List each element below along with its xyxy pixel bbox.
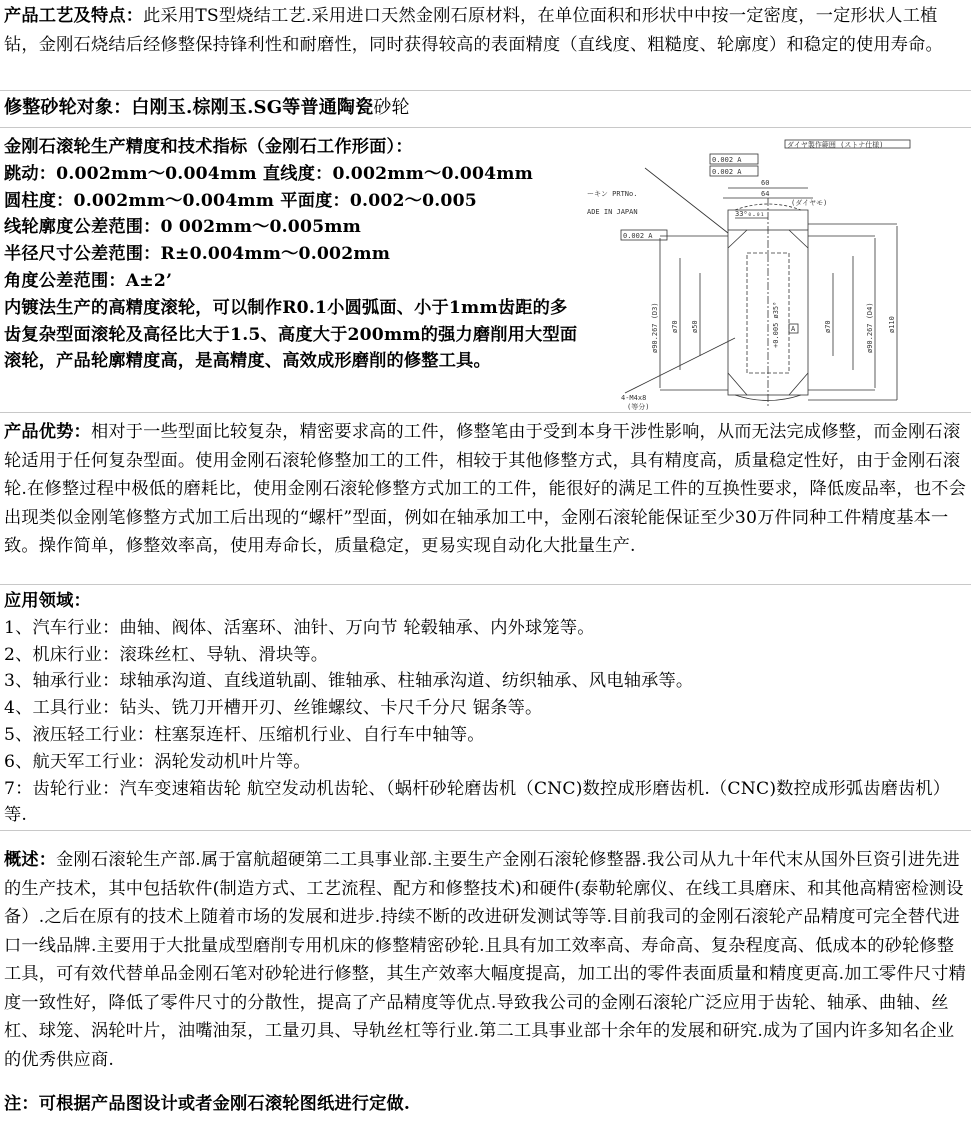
spec-line: 线轮廓度公差范围：0 002mm～0.005mm bbox=[4, 217, 362, 238]
drawing-d-left-3: ø50 bbox=[691, 320, 699, 333]
overview-text: 金刚石滚轮生产部.属于富航超硬第二工具事业部.主要生产金刚石滚轮修整器.我公司从九十年代末从国外巨资引进先进的生产技术，其中包括软件(制造方式、工艺流程、配方和修整技术)和硬件(泰勒轮廓仪、在线工具磨床、和其他高精密检测设备）.之后在原有的技术上随着市场的发展和进步.持续不断的改进研发测试等等.目前我司的金刚石滚轮产品精度可完全替代进口一线品牌.主要用于大批量成型磨削专用机床的修整精密砂轮.且具有加工效率高、寿命高、复杂程度高、低成本的砂轮修整工具，可有效代替单品金刚石笔对砂轮进行修整，其生产效率大幅度提高，加工出的零件表面质量和精度更高.加工零件尺寸精度一致性好，降低了零件尺寸的分散性，提高了产品精度等优点.导致我公司的金刚石滚轮广泛应用于齿轮、轴承、曲轴、丝杠、球笼、涡轮叶片，油嘴油泵，工量刃具、导轨丝杠等行业.第二工具事业部十余年的发展和研究.成为了国内许多知名企业的优秀供应商. bbox=[4, 850, 966, 1070]
drawing-dim-60: 60 bbox=[761, 179, 770, 187]
leader-line bbox=[645, 168, 728, 233]
spec-line: 圆柱度：0.002mm～0.004mm 平面度：0.002～0.005 bbox=[4, 190, 477, 211]
applications-section bbox=[4, 588, 966, 829]
overview-label: 概述： bbox=[4, 850, 57, 870]
custom-order-note: 注：可根据产品图设计或者金刚石滚轮图纸进行定做. bbox=[4, 1094, 411, 1114]
chamfer-line bbox=[789, 373, 808, 395]
drawing-bolt-note: (等分) bbox=[627, 403, 650, 410]
divider bbox=[0, 127, 971, 128]
advantage-text: 相对于一些型面比较复杂，精密要求高的工件，修整笔由于受到本身干涉性影响，从而无法完成修整，而金刚石滚轮适用于任何复杂型面。使用金刚石滚轮修整加工的工件，相较于其他修整方式，具有精度高，质量稳定性好，由于金刚石滚轮.在修整过程中极低的磨耗比，使用金刚石滚轮修整方式加工的工件，能很好的满足工件的互换性要求，降低废品率，也不会出现类似金刚笔修整方式加工后出现的“螺杆”型面，例如在轴承加工中，金刚石滚轮能保证至少30万件同种工件精度基本一致。操作简单，修整效率高，使用寿命长，质量稳定，更易实现自动化大批量生产. bbox=[4, 422, 966, 556]
drawing-tol-1: 0.002 A bbox=[712, 156, 742, 164]
target-label: 修整砂轮对象： bbox=[4, 97, 132, 118]
drawing-prt-no: ーキン PRTNo. bbox=[587, 190, 638, 198]
drawing-dim-33: 33⁰₀.₀₁ bbox=[735, 210, 765, 218]
advantage-section bbox=[4, 418, 966, 561]
drawing-tol-3: 0.002 A bbox=[623, 232, 653, 240]
application-item: 2、机床行业：滚珠丝杠、导轨、滑块等。 bbox=[4, 644, 329, 665]
drawing-bolt: 4-M4x8 bbox=[621, 394, 647, 402]
drawing-d-left-2: ø70 bbox=[671, 320, 679, 333]
drawing-header-note: ダイヤ製作範囲 (ストナ仕様) bbox=[787, 141, 884, 149]
drawing-d-mid-1: +0.005 ø35⁰ bbox=[772, 301, 780, 348]
target-text: 砂轮 bbox=[373, 97, 410, 118]
drawing-note-top: (ダイヤモ) bbox=[791, 199, 828, 207]
spec-line: 跳动：0.002mm～0.004mm 直线度：0.002mm～0.004mm bbox=[4, 163, 534, 184]
application-item: 5、液压轻工行业：柱塞泵连杆、压缩机行业、自行车中轴等。 bbox=[4, 724, 485, 745]
divider bbox=[0, 90, 971, 91]
drawing-tol-2: 0.002 A bbox=[712, 168, 742, 176]
specs-section bbox=[4, 134, 584, 375]
craft-section bbox=[4, 2, 966, 59]
application-item: 7：齿轮行业：汽车变速箱齿轮 航空发动机齿轮、（蜗杆砂轮磨齿机（CNC)数控成形磨齿机.（CNC)数控成形弧齿磨齿机）等. bbox=[4, 778, 951, 826]
craft-text: 此采用TS型烧结工艺.采用进口天然金刚石原材料，在单位面积和形状中中按一定密度，一定形状人工植钻，金刚石烧结后经修整保持锋利性和耐磨性，同时获得较高的表面精度（直线度、粗糙度、轮廓度）和稳定的使用寿命。 bbox=[4, 6, 943, 55]
divider bbox=[0, 412, 971, 413]
application-item: 6、航天军工行业：涡轮发动机叶片等。 bbox=[4, 751, 311, 772]
chamfer-line bbox=[728, 373, 747, 395]
drawing-d-left-1: ø90.267 (D3) bbox=[651, 302, 659, 353]
application-item: 1、汽车行业：曲轴、阀体、活塞环、油针、万向节 轮毂轴承、内外球笼等。 bbox=[4, 617, 595, 638]
advantage-label: 产品优势： bbox=[4, 422, 91, 442]
spec-line: 半径尺寸公差范围：R±0.004mm～0.002mm bbox=[4, 244, 391, 265]
chamfer-line bbox=[728, 230, 747, 248]
overview-section bbox=[4, 846, 966, 1074]
drawing-dim-64: 64 bbox=[761, 190, 770, 198]
divider bbox=[0, 830, 971, 831]
craft-label: 产品工艺及特点： bbox=[4, 6, 144, 26]
target-section bbox=[4, 94, 966, 123]
drawing-d-right-2: ø90.267 (D4) bbox=[866, 302, 874, 353]
roller-technical-drawing bbox=[585, 138, 971, 410]
spec-line: 金刚石滚轮生产精度和技术指标（金刚石工作形面）： bbox=[4, 137, 413, 157]
divider bbox=[0, 584, 971, 585]
applications-label: 应用领域： bbox=[4, 591, 91, 611]
application-item: 3、轴承行业：球轴承沟道、直线道轨副、锥轴承、柱轴承沟道、纺织轴承、风电轴承等。 bbox=[4, 671, 694, 692]
drawing-datum: A bbox=[791, 325, 796, 333]
drawing-d-right-3: ø110 bbox=[888, 316, 896, 333]
target-bold-text: 白刚玉.棕刚玉.SG等普通陶瓷 bbox=[131, 97, 374, 118]
chamfer-line bbox=[789, 230, 808, 248]
drawing-made-in: ADE IN JAPAN bbox=[587, 208, 638, 216]
spec-line: 角度公差范围：A±2’ bbox=[4, 270, 173, 291]
application-item: 4、工具行业：钻头、铣刀开槽开刃、丝锥螺纹、卡尺千分尺 锯条等。 bbox=[4, 698, 543, 719]
drawing-d-right-1: ø70 bbox=[824, 320, 832, 333]
spec-paragraph: 内镀法生产的高精度滚轮，可以制作R0.1小圆弧面、小于1mm齿距的多齿复杂型面滚轮及高径比大于1.5、高度大于200mm的强力磨削用大型面滚轮，产品轮廓精度高，是高精度、高效成形磨削的修整工具。 bbox=[4, 297, 578, 372]
